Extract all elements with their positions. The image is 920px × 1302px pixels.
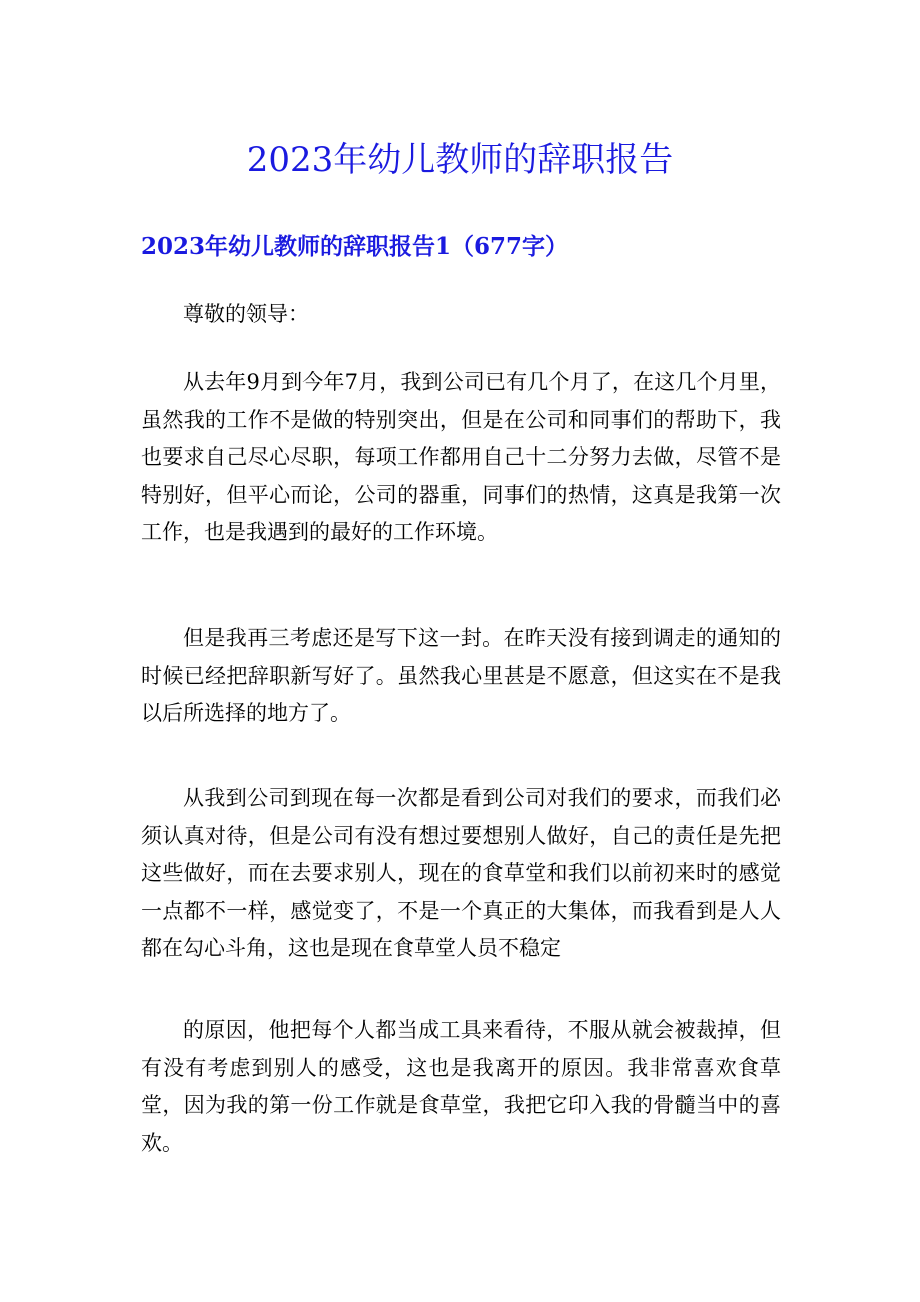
body-paragraph: 但是我再三考虑还是写下这一封。在昨天没有接到调走的通知的时候已经把辞职新写好了。虽然我心里甚是不愿意，但这实在不是我以后所选择的地方了。 (141, 626, 781, 725)
salutation: 尊敬的领导： (183, 302, 309, 326)
body-paragraph: 从我到公司到现在每一次都是看到公司对我们的要求，而我们必须认真对待，但是公司有没有想过要想别人做好，自己的责任是先把这些做好，而在去要求别人，现在的食草堂和我们以前初来时的感觉一点都不一样，感觉变了，不是一个真正的大集体，而我看到是人人都在勾心斗角，这也是现在食草堂人员不稳定 (141, 786, 781, 960)
section-heading: 2023年幼儿教师的辞职报告1（677字） (141, 233, 569, 260)
body-paragraph: 从去年9月到今年7月，我到公司已有几个月了，在这几个月里，虽然我的工作不是做的特别突出，但是在公司和同事们的帮助下，我也要求自己尽心尽职，每项工作都用自己十二分努力去做，尽管不是特别好，但平心而论，公司的器重，同事们的热情，这真是我第一次工作，也是我遇到的最好的工作环境。 (141, 370, 781, 544)
document-title: 2023年幼儿教师的辞职报告 (246, 140, 674, 180)
body-paragraph: 的原因，他把每个人都当成工具来看待，不服从就会被裁掉，但有没有考虑到别人的感受，这也是我离开的原因。我非常喜欢食草堂，因为我的第一份工作就是食草堂，我把它印入我的骨髓当中的喜欢。 (141, 1018, 781, 1155)
